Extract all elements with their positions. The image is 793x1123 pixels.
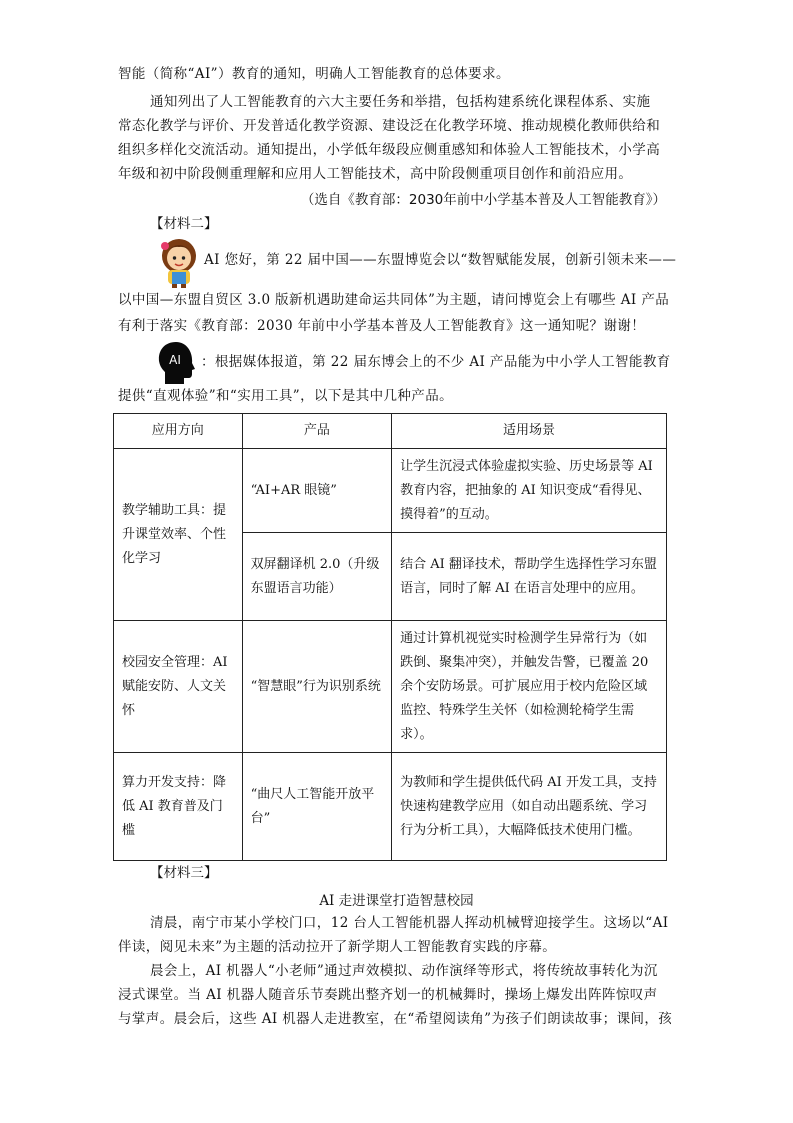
material3-title: AI 走进课堂打造智慧校园 (319, 893, 474, 909)
girl-avatar-icon (156, 236, 202, 288)
ai-products-table (113, 413, 667, 861)
direction-cell: 教学辅助工具：提升课堂效率、个性化学习 (114, 449, 243, 621)
material1-para2-line1: 通知列出了人工智能教育的六大主要任务和举措，包括构建系统化课程体系、实施 (150, 94, 651, 110)
scene-cell: 通过计算机视觉实时检测学生异常行为（如跌倒、聚集冲突），并触发告警，已覆盖 20 余个安防场景。可扩展应用于校内危险区域监控、特殊学生关怀（如检测轮椅学生需求）。 (392, 621, 667, 753)
material1-para2-line2: 常态化教学与评价、开发普适化教学资源、建设泛在化教学环境、推动规模化教师供给和 (118, 118, 661, 134)
question-line3: 有利于落实《教育部：2030 年前中小学基本普及人工智能教育》这一通知呢？谢谢！ (118, 318, 646, 334)
answer-line1: ：根据媒体报道，第 22 届东博会上的不少 AI 产品能为中小学人工智能教育 (201, 354, 671, 370)
header-direction: 应用方向 (114, 414, 243, 449)
material1-para2-line4: 年级和初中阶段侧重理解和应用人工智能技术，高中阶段侧重项目创作和前沿应用。 (118, 166, 633, 182)
product-cell: “智慧眼”行为识别系统 (242, 621, 392, 753)
question-line1: AI 您好，第 22 届中国——东盟博览会以“数智赋能发展，创新引领未来—— (204, 252, 677, 268)
product-cell: 双屏翻译机 2.0（升级东盟语言功能） (242, 533, 392, 621)
material3-heading: 【材料三】 (150, 865, 218, 881)
ai-head-icon (156, 340, 200, 386)
scene-cell: 结合 AI 翻译技术，帮助学生选择性学习东盟语言，同时了解 AI 在语言处理中的应用。 (392, 533, 667, 621)
header-scene: 适用场景 (392, 414, 667, 449)
ai-icon-label: AI (169, 353, 181, 367)
direction-cell: 校园安全管理：AI 赋能安防、人文关怀 (114, 621, 243, 753)
material3-para1-line1: 清晨，南宁市某小学校门口，12 台人工智能机器人挥动机械臂迎接学生。这场以“AI (150, 915, 669, 931)
material2-heading: 【材料二】 (150, 216, 218, 232)
scene-cell: 为教师和学生提供低代码 AI 开发工具，支持快速构建教学应用（如自动出题系统、学习行为分析工具），大幅降低技术使用门槛。 (392, 753, 667, 861)
table-header-row (114, 414, 667, 449)
header-product: 产品 (242, 414, 392, 449)
material3-para1-line2: 伴读，阅见未来”为主题的活动拉开了新学期人工智能教育实践的序幕。 (118, 939, 557, 955)
material1-para2-line3: 组织多样化交流活动。通知提出，小学低年级段应侧重感知和体验人工智能技术，小学高 (118, 142, 661, 158)
table-row (114, 449, 667, 533)
table-row (114, 753, 667, 861)
material1-line1: 智能（简称“AI”）教育的通知，明确人工智能教育的总体要求。 (118, 66, 510, 82)
product-cell: “曲尺人工智能开放平台” (242, 753, 392, 861)
material3-para2-line1: 晨会上，AI 机器人“小老师”通过声效模拟、动作演绎等形式，将传统故事转化为沉 (150, 963, 658, 979)
material1-source: （选自《教育部：2030年前中小学基本普及人工智能教育》） (300, 192, 666, 208)
material3-para2-line3: 与掌声。晨会后，这些 AI 机器人走进教室，在“希望阅读角”为孩子们朗读故事；课间，孩 (118, 1011, 673, 1027)
direction-cell: 算力开发支持：降低 AI 教育普及门槛 (114, 753, 243, 861)
answer-line2: 提供“直观体验”和“实用工具”，以下是其中几种产品。 (118, 388, 454, 404)
product-cell: “AI+AR 眼镜” (242, 449, 392, 533)
table-row (114, 621, 667, 753)
question-line2: 以中国—东盟自贸区 3.0 版新机遇助建命运共同体”为主题，请问博览会上有哪些 AI 产品 (118, 292, 670, 308)
scene-cell: 让学生沉浸式体验虚拟实验、历史场景等 AI 教育内容，把抽象的 AI 知识变成“看得见、摸得着”的互动。 (392, 449, 667, 533)
material3-para2-line2: 浸式课堂。当 AI 机器人随音乐节奏跳出整齐划一的机械舞时，操场上爆发出阵阵惊叹声 (118, 987, 658, 1003)
